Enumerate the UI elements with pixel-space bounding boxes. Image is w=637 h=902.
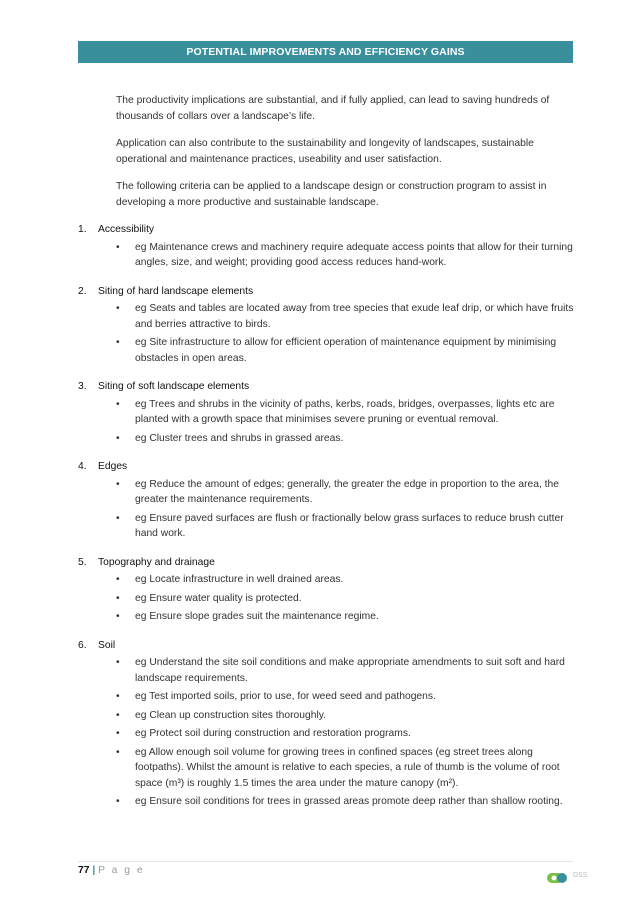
list-item: • eg Ensure slope grades suit the maintenance regime. bbox=[116, 609, 578, 625]
section-number: 4. bbox=[78, 461, 87, 472]
list-item: • eg Maintenance crews and machinery require adequate access points that allow for their turning angles, size, and weight; providing good access reduces hand-work. bbox=[116, 240, 578, 271]
footer-divider bbox=[78, 861, 573, 862]
bullet-list bbox=[78, 572, 578, 625]
logo-icon bbox=[547, 871, 569, 885]
logo-text: DSS bbox=[573, 872, 588, 879]
bullet-list bbox=[78, 397, 578, 447]
section-accessibility bbox=[78, 222, 578, 271]
list-item: • eg Ensure soil conditions for trees in grassed areas promote deep rather than shallow rooting. bbox=[116, 794, 578, 810]
bullet-list bbox=[78, 477, 578, 542]
intro-paragraph: The following criteria can be applied to a landscape design or construction program to assist in developing a more productive and sustainable landscape. bbox=[116, 181, 547, 208]
list-item: • eg Ensure paved surfaces are flush or fractionally below grass surfaces to reduce brush cutter hand work. bbox=[116, 511, 578, 542]
section-soft-landscape bbox=[78, 379, 578, 446]
bullet-list bbox=[78, 655, 578, 810]
list-item: • eg Trees and shrubs in the vicinity of paths, kerbs, roads, bridges, overpasses, lights etc are planted with a growth space that minimises severe pruning or eventual removal. bbox=[116, 397, 578, 428]
section-number: 2. bbox=[78, 285, 87, 297]
list-item: • eg Allow enough soil volume for growing trees in confined spaces (eg street trees along footpaths). Whilst the amount is relative to each species, a rule of thumb is the volume of root space (m³) is roughly 1.5 times the area under the mature canopy (m²). bbox=[116, 745, 578, 792]
list-item: • eg Locate infrastructure in well drained areas. bbox=[116, 572, 578, 588]
list-item: • eg Cluster trees and shrubs in grassed areas. bbox=[116, 431, 578, 447]
section-title bbox=[78, 379, 578, 395]
section-heading: Siting of soft landscape elements bbox=[98, 381, 250, 392]
list-item: • eg Test imported soils, prior to use, for weed seed and pathogens. bbox=[116, 689, 578, 705]
list-item: • eg Clean up construction sites thoroughly. bbox=[116, 708, 578, 724]
page-separator: | bbox=[92, 865, 96, 876]
section-heading: Topography and drainage bbox=[98, 556, 215, 568]
section-number: 6. bbox=[78, 639, 87, 651]
section-heading: Soil bbox=[98, 639, 116, 651]
logo-dot-teal bbox=[557, 873, 567, 883]
list-item: • eg Protect soil during construction and restoration programs. bbox=[116, 726, 578, 742]
intro-paragraph: Application can also contribute to the sustainability and longevity of landscapes, sustainable operational and maintenance practices, useability and user satisfaction. bbox=[116, 138, 534, 165]
page-footer bbox=[78, 865, 145, 876]
page-label: P a g e bbox=[98, 865, 145, 876]
section-number: 1. bbox=[78, 224, 87, 235]
bullet-list bbox=[78, 240, 578, 271]
section-banner bbox=[78, 41, 573, 63]
section-heading: Accessibility bbox=[98, 224, 155, 235]
criteria-list bbox=[78, 222, 578, 823]
section-title bbox=[78, 459, 578, 475]
section-number: 3. bbox=[78, 381, 87, 392]
section-title bbox=[78, 222, 578, 238]
list-item: • eg Reduce the amount of edges; generally, the greater the edge in proportion to the area, the greater the maintenance requirements. bbox=[116, 477, 578, 508]
section-title bbox=[78, 284, 578, 300]
section-heading: Edges bbox=[98, 461, 128, 472]
section-topography bbox=[78, 555, 578, 625]
section-heading: Siting of hard landscape elements bbox=[98, 285, 254, 297]
section-number: 5. bbox=[78, 556, 87, 568]
logo-dot-white bbox=[552, 876, 557, 881]
list-item: • eg Site infrastructure to allow for efficient operation of maintenance equipment by minimising obstacles in open areas. bbox=[116, 335, 578, 366]
page-number: 77 bbox=[78, 865, 90, 876]
list-item: • eg Seats and tables are located away from tree species that exude leaf drip, or which have fruits and berries attractive to birds. bbox=[116, 301, 578, 332]
banner-title: POTENTIAL IMPROVEMENTS AND EFFICIENCY GAINS bbox=[186, 46, 465, 58]
intro-paragraph: The productivity implications are substantial, and if fully applied, can lead to saving hundreds of thousands of collars over a landscape’s life. bbox=[116, 95, 550, 122]
section-title bbox=[78, 638, 578, 654]
list-item: • eg Understand the site soil conditions and make appropriate amendments to suit soft and hard landscape requirements. bbox=[116, 655, 578, 686]
intro-text bbox=[116, 93, 576, 222]
section-edges bbox=[78, 459, 578, 542]
bullet-list bbox=[78, 301, 578, 366]
section-hard-landscape bbox=[78, 284, 578, 367]
section-soil bbox=[78, 638, 578, 810]
list-item: • eg Ensure water quality is protected. bbox=[116, 591, 578, 607]
section-title bbox=[78, 555, 578, 571]
